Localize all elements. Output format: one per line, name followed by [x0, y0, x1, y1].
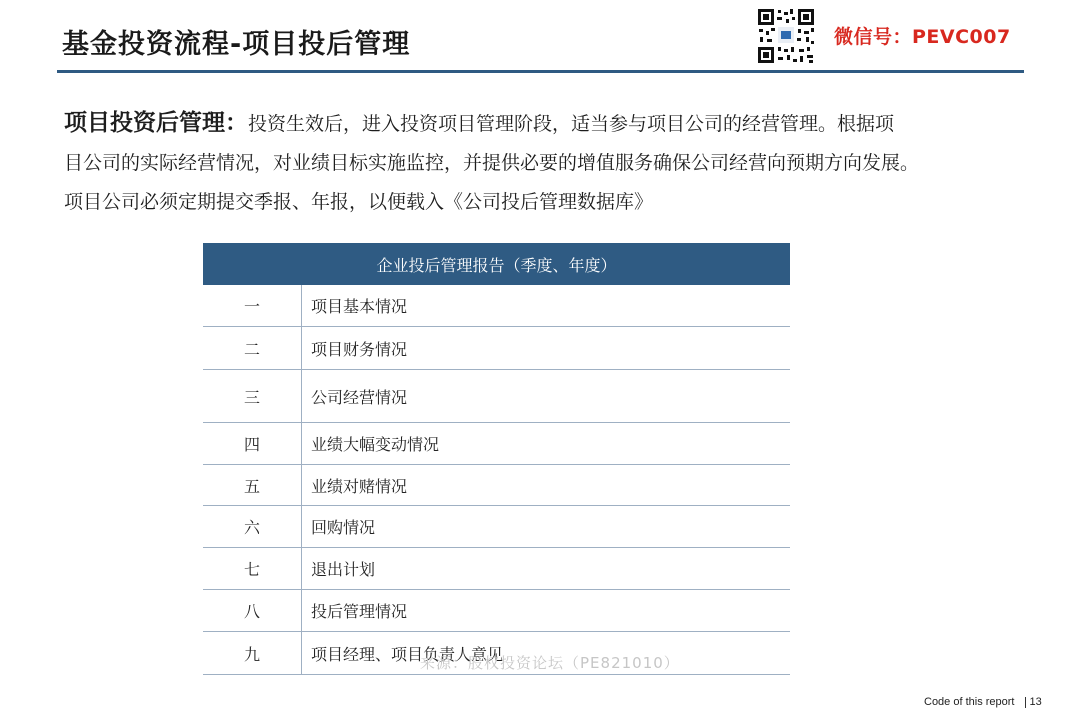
row-item: 投后管理情况 — [311, 602, 408, 621]
footer — [924, 696, 1042, 708]
row-number: 六 — [203, 506, 302, 547]
row-number: 二 — [203, 327, 302, 369]
table-row — [203, 465, 790, 506]
row-number: 五 — [203, 465, 302, 505]
row-item: 项目经理、项目负责人意见 — [311, 644, 504, 664]
row-number: 四 — [203, 423, 302, 464]
table-row — [203, 370, 790, 423]
table-row — [203, 590, 790, 632]
row-item: 回购情况 — [311, 518, 376, 537]
row-number: 九 — [203, 632, 302, 674]
intro-line-2: 目公司的实际经营情况，对业绩目标实施监控，并提供必要的增值服务确保公司经营向预期方向发展。 — [64, 152, 920, 174]
row-item: 项目基本情况 — [311, 297, 408, 316]
row-item: 业绩对赌情况 — [311, 476, 408, 496]
footer-code-label: Code of this report — [924, 696, 1015, 708]
row-number: 七 — [203, 548, 302, 589]
intro-line-1 — [64, 104, 1024, 144]
row-number: 三 — [203, 370, 302, 422]
intro-line-1-text: 投资生效后，进入投资项目管理阶段，适当参与项目公司的经营管理。根据项 — [248, 113, 895, 135]
page-title: 基金投资流程-项目投后管理 — [62, 29, 411, 60]
intro-paragraph — [64, 104, 1024, 222]
table-row — [203, 285, 790, 327]
table-row — [203, 423, 790, 465]
wechat-id: 微信号：PEVC007 — [834, 26, 1011, 48]
header-divider — [57, 70, 1024, 73]
intro-lead: 项目投资后管理： — [64, 110, 248, 136]
table-row — [203, 506, 790, 548]
footer-separator — [1025, 697, 1026, 708]
table-row — [203, 327, 790, 370]
row-item: 公司经营情况 — [311, 387, 408, 407]
row-number: 八 — [203, 590, 302, 631]
row-item: 业绩大幅变动情况 — [311, 435, 440, 454]
qr-code-icon — [756, 7, 816, 65]
report-table — [203, 243, 790, 675]
table-row — [203, 548, 790, 590]
watermark: 来源：股权投资论坛（PE821010） — [420, 654, 680, 672]
row-item: 退出计划 — [311, 560, 376, 579]
table-header: 企业投后管理报告（季度、年度） — [203, 243, 790, 285]
page-number: 13 — [1029, 696, 1042, 708]
row-number: 一 — [203, 285, 302, 326]
row-item: 项目财务情况 — [311, 339, 408, 359]
intro-line-3: 项目公司必须定期提交季报、年报，以便载入《公司投后管理数据库》 — [64, 191, 654, 213]
